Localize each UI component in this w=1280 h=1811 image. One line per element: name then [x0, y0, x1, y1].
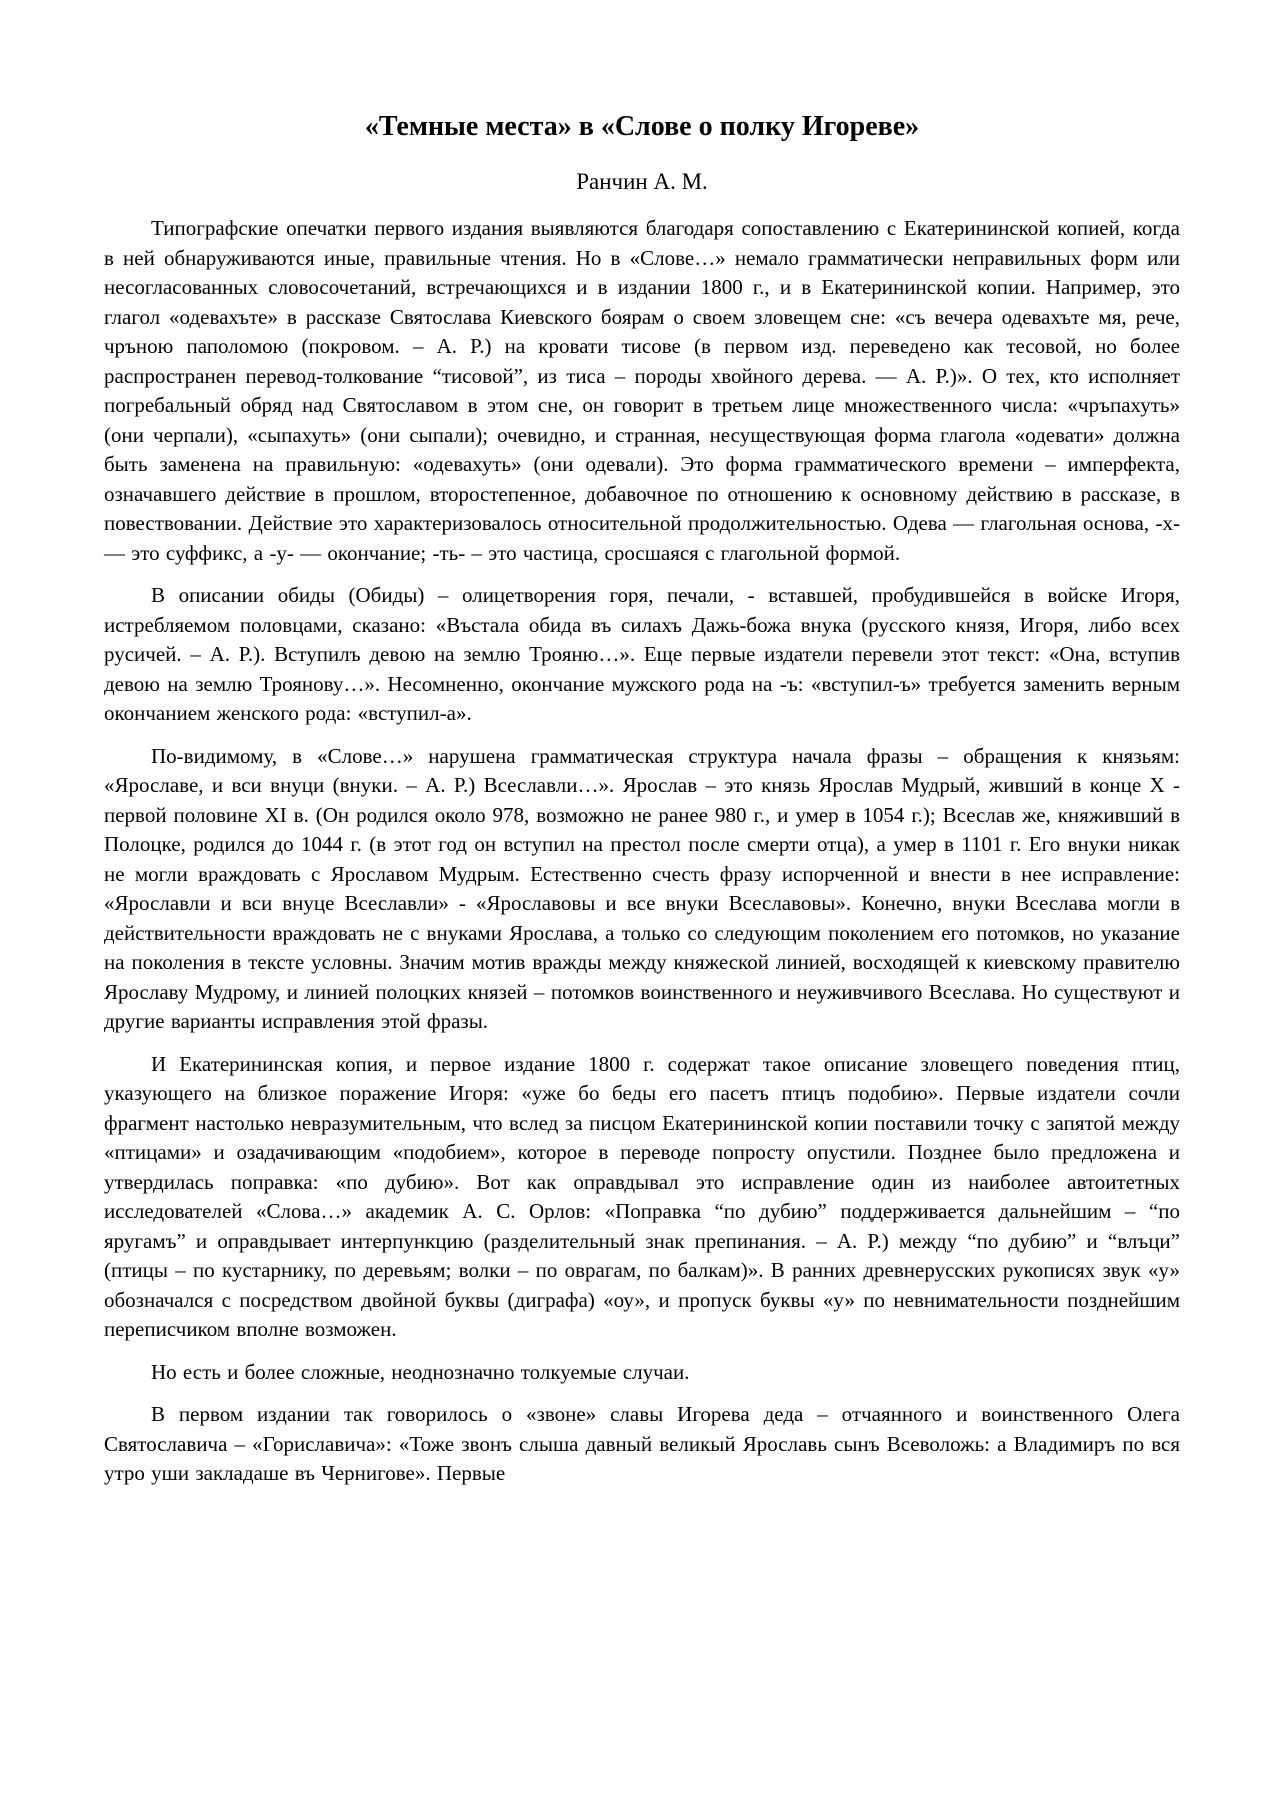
- document-body: [104, 214, 1180, 1489]
- paragraph-obida: В описании обиды (Обиды) – олицетворения горя, печали, - вставшей, пробудившейся в войске Игоря, истребляемом половцами, сказано: «Въстала обида въ силахъ Дажь-божа внука (русского князя, Игоря, либо всех русичей. – А. Р.). Вступилъ девою на землю Трояню…». Еще первые издатели перевели этот текст: «Она, вступив девою на землю Троянову…». Несомненно, окончание мужского рода на -ъ: «вступил-ъ» требуется заменить верным окончанием женского рода: «вступил-а».: [104, 583, 1180, 725]
- paragraph-birds-po-dubiyu: И Екатерининская копия, и первое издание 1800 г. содержат такое описание зловещего поведения птиц, указующего на близкое поражение Игоря: «уже бо беды его пасетъ птицъ подобию». Первые издатели сочли фрагмент настолько невразумительным, что вслед за писцом Екатерининской копии поставили точку с запятой между «птицами» и озадачивающим «подобием», которое в переводе попросту опустили. Позднее было предложена и утвердилась поправка: «по дубию». Вот как оправдывал это исправление один из наиболее автоитетных исследователей «Слова…» академик А. С. Орлов: «Поправка “по дубию” поддерживается дальнейшим – “по яругамъ” и оправдывает интерпункцию (разделительный знак препинания. – А. Р.) между “по дубию” и “влъци” (птицы – по кустарнику, по деревьям; волки – по оврагам, по балкам)». В ранних древнерусских рукописях звук «у» обозначался с посредством двойной буквы (диграфа) «оу», и пропуск буквы «у» по невнимательности позднейшим переписчиком вполне возможен.: [104, 1051, 1180, 1341]
- paragraph-complex-cases: Но есть и более сложные, неоднозначно толкуемые случаи.: [151, 1359, 690, 1384]
- paragraph-yaroslav-vseslav: По-видимому, в «Слове…» нарушена грамматическая структура начала фразы – обращения к князьям: «Ярославе, и вси внуци (внуки. – А. Р.) Всеславли…». Ярослав – это князь Ярослав Мудрый, живший в конце X - первой половине XI в. (Он родился около 978, возможно не ранее 980 г., и умер в 1054 г.); Всеслав же, княживший в Полоцке, родился до 1044 г. (в этот год он вступил на престол после смерти отца), а умер в 1101 г. Его внуки никак не могли враждовать с Ярославом Мудрым. Естественно счесть фразу испорченной и внести в нее исправление: «Ярославли и вси внуце Всеславли» - «Ярославовы и все внуки Всеславовы». Конечно, внуки Всеслава могли в действительности враждовать не с внуками Ярослава, а только со следующим поколением его потомков, но указание на поколения в тексте условны. Значим мотив вражды между княжеской линией, восходящей к киевскому правителю Ярославу Мудрому, и линией полоцких князей – потомков воинственного и неуживчивого Всеслава. Но существуют и другие варианты исправления этой фразы.: [104, 743, 1180, 1033]
- paragraph-zvon-slavy: В первом издании так говорилось о «звоне» славы Игорева деда – отчаянного и воинственного Олега Святославича – «Гориславича»: «Тоже звонъ слыша давный великый Ярославь сынъ Всеволожь: а Владимиръ по вся утро уши закладаше въ Чернигове». Первые: [104, 1402, 1180, 1485]
- paragraph-typos-intro: Типографские опечатки первого издания выявляются благодаря сопоставлению с Екатерининской копией, когда в ней обнаруживаются иные, правильные чтения. Но в «Слове…» немало грамматически неправильных форм или несогласованных словосочетаний, встречающихся и в издании 1800 г., и в Екатерининской копии. Например, это глагол «одевахъте» в рассказе Святослава Киевского боярам о своем зловещем сне: «съ вечера одевахъте мя, рече, чръною паполомою (покровом. – А. Р.) на кровати тисове (в первом изд. переведено как тесовой, но более распространен перевод-толкование “тисовой”, из тиса – породы хвойного дерева. — А. Р.)». О тех, кто исполняет погребальный обряд над Святославом в этом сне, он говорит в третьем лице множественного числа: «чръпахуть» (они черпали), «сыпахуть» (они сыпали); очевидно, и странная, несуществующая форма глагола «одевати» должна быть заменена на правильную: «одевахуть» (они одевали). Это форма грамматического времени – имперфекта, означавшего действие в прошлом, второстепенное, добавочное по отношению к основному действию в рассказе, в повествовании. Действие это характеризовалось относительной продолжительностью. Одева — глагольная основа, -х- — это суффикс, а -у- — окончание; -ть- – это частица, сросшаяся с глагольной формой.: [104, 216, 1180, 565]
- document-title: «Темные места» в «Слове о полку Игореве»: [364, 111, 920, 142]
- author-byline: Ранчин А. М.: [576, 169, 708, 194]
